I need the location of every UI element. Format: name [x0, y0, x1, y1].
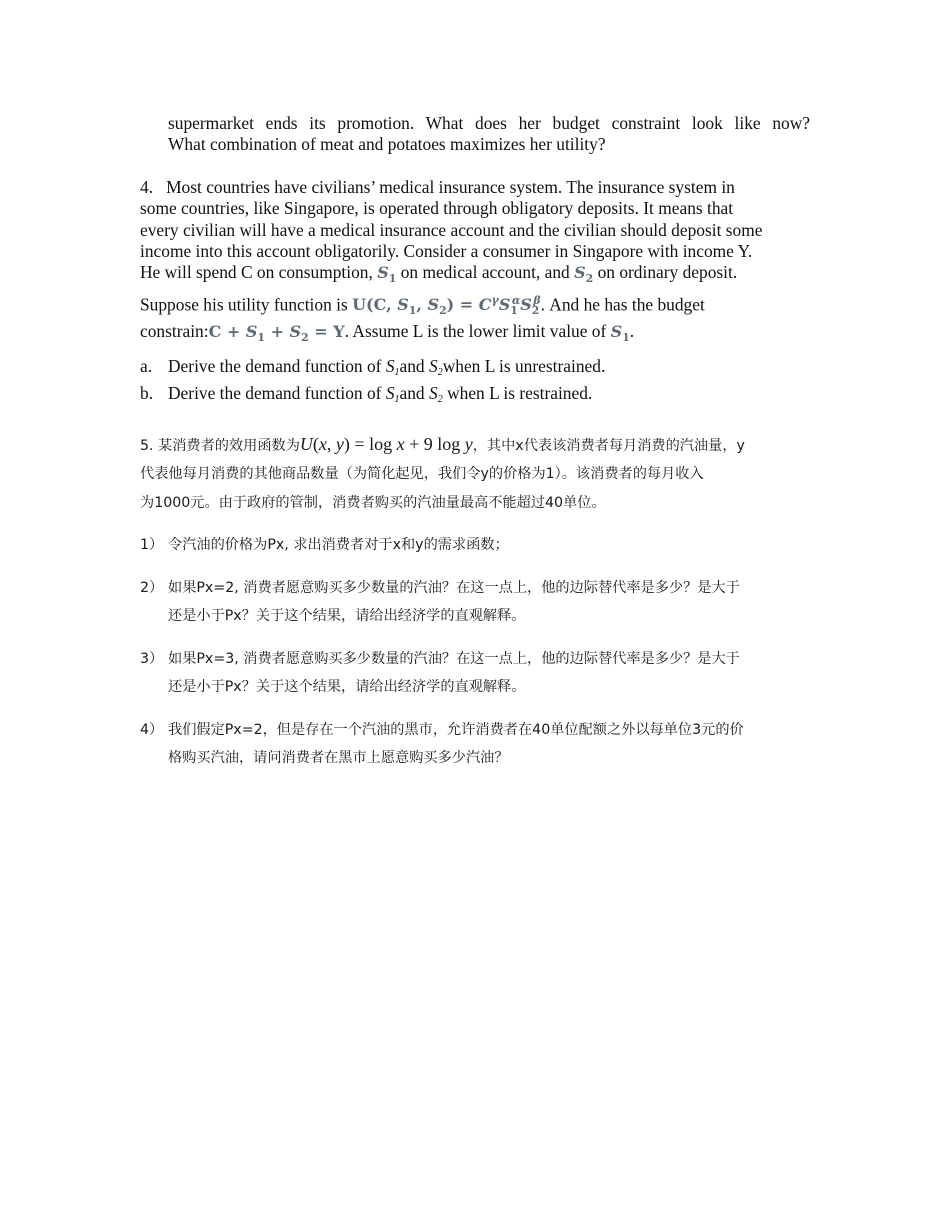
math-s2: S2: [429, 383, 443, 405]
math-s1: S1: [385, 356, 400, 378]
q5-intro-3: 为1000元。由于政府的管制，消费者购买的汽油量最高不能超过40单位。: [140, 494, 606, 511]
item-text-line-2: 还是小于Px？关于这个结果，请给出经济学的直观解释。: [168, 608, 526, 625]
question-3-continuation: [168, 113, 810, 156]
q5-intro-1a: 5. 某消费者的效用函数为: [140, 438, 300, 454]
q4a-text-1: Derive the demand function of: [168, 356, 382, 376]
q4-line-7c: .: [629, 321, 635, 342]
item-number: 4）: [140, 722, 164, 738]
question-4b: [140, 383, 812, 410]
item-text-line-2: 还是小于Px？关于这个结果，请给出经济学的直观解释。: [168, 679, 526, 696]
q5-intro-2: 代表他每月消费的其他商品数量（为简化起见，我们令y的价格为1）。该消费者的每月收入: [140, 466, 704, 483]
q4-line-2: some countries, like Singapore, is operated through obligatory deposits. It means that: [140, 198, 734, 219]
question-5-item-2: [140, 574, 812, 631]
item-text: 令汽油的价格为Px, 求出消费者对于x和y的需求函数；: [168, 537, 509, 553]
q4b-label: b.: [140, 383, 154, 403]
question-5-intro: [140, 430, 812, 517]
math-s2: S2: [429, 356, 443, 378]
q4b-text-2: when L is restrained.: [447, 383, 593, 403]
q4-line-1: Most countries have civilians’ medical insurance system. The insurance system in: [166, 177, 735, 197]
equation-s1: $S_1$: [377, 263, 397, 286]
q4-line-7b: . Assume L is the lower limit value of: [344, 321, 607, 342]
item-text-line-1: 如果Px=3, 消费者愿意购买多少数量的汽油？在这一点上，他的边际替代率是多少？是大于: [168, 651, 740, 667]
equation-budget-constraint: $C + S_1 + S_2 = Y$: [208, 322, 345, 345]
question-5-item-3: [140, 645, 812, 702]
question-4: [140, 177, 812, 349]
q5-intro-1b: ，其中x代表该消费者每月消费的汽油量，y: [472, 438, 745, 454]
equation-utility-log: U(x, y) = log x + 9 log y: [299, 434, 473, 454]
q4-line-3: every civilian will have a medical insurance account and the civilian should deposit some: [140, 219, 763, 240]
item-text-line-2: 格购买汽油，请问消费者在黑市上愿意购买多少汽油？: [168, 750, 509, 767]
q4-number: 4.: [140, 177, 154, 197]
equation-s2: $S_2$: [574, 263, 594, 286]
q4-line-6a: Suppose his utility function is: [140, 294, 348, 314]
item-text-line-1: 我们假定Px=2，但是存在一个汽油的黑市，允许消费者在40单位配额之外以每单位3元的价: [168, 722, 744, 738]
q4b-and: and: [399, 383, 425, 403]
q4a-text-2: when L is unrestrained.: [442, 356, 606, 376]
q4b-text-1: Derive the demand function of: [168, 383, 382, 403]
item-number: 2）: [140, 580, 164, 596]
q3-line-2: What combination of meat and potatoes maximizes her utility?: [168, 134, 606, 155]
q4-line-7a: constrain:: [140, 321, 209, 342]
question-5-item-4: [140, 716, 812, 773]
equation-s1-limit: $S_1$: [610, 322, 630, 345]
math-s1: S1: [385, 383, 400, 405]
question-5-item-1: [140, 531, 812, 559]
q4-line-6b: . And he has the budget: [540, 294, 705, 314]
q4a-label: a.: [140, 356, 153, 376]
q4a-and: and: [399, 356, 425, 376]
q4-line-5a: He will spend C on consumption,: [140, 262, 373, 283]
equation-utility-function: U(C, $S_1$, $S_2) = C^\gamma S_1^\alpha S_2^\beta$: [352, 293, 541, 318]
item-number: 3）: [140, 651, 164, 667]
q4-line-5b: on medical account, and: [400, 262, 570, 283]
item-text-line-1: 如果Px=2, 消费者愿意购买多少数量的汽油？在这一点上，他的边际替代率是多少？是大于: [168, 580, 740, 596]
q4-line-5c: on ordinary deposit.: [597, 262, 738, 283]
item-number: 1）: [140, 537, 164, 553]
q4-line-4: income into this account obligatorily. Consider a consumer in Singapore with income Y.: [140, 240, 753, 261]
q3-line-1: supermarket ends its promotion. What does her budget constraint look like now?: [168, 113, 810, 133]
question-4a: [140, 356, 812, 383]
